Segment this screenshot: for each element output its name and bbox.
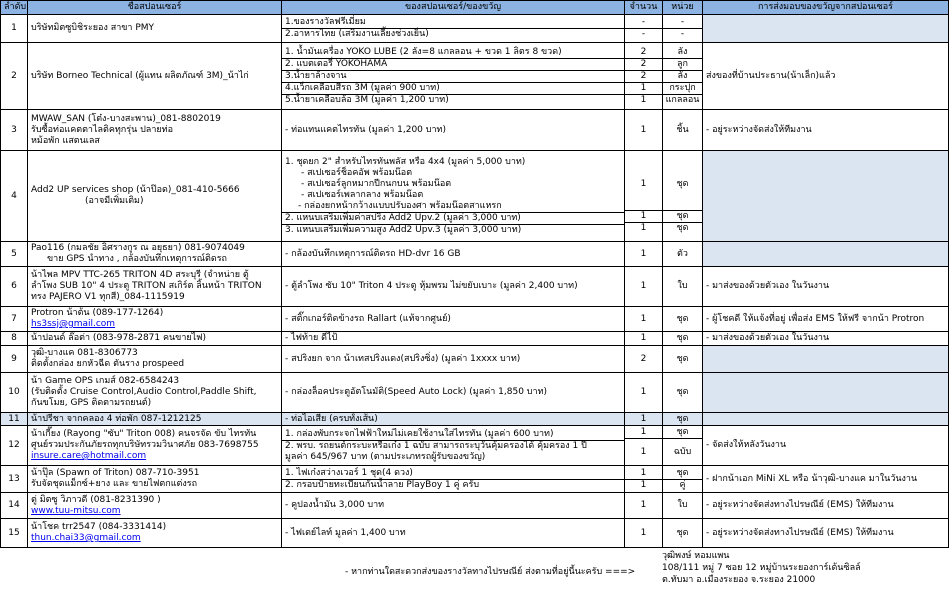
delivery-cell: - อยู่ระหว่างจัดส่งทางไปรษณีย์ (EMS) ให้ทีมงาน bbox=[703, 519, 949, 548]
row-index: 10 bbox=[1, 373, 28, 413]
email-link[interactable]: insure.care@hotmail.com bbox=[31, 451, 147, 461]
mailing-address bbox=[662, 550, 861, 586]
items-cell: 1.ของรางวัลฟรีเมี่ยม 2.อาหารไทย (เสริมงานเลี้ยงช่วงเย็น) bbox=[282, 15, 625, 43]
unit-cell: ใบ bbox=[663, 267, 703, 307]
footer bbox=[0, 550, 950, 598]
qty-cell: 1 bbox=[625, 519, 663, 548]
row-index: 11 bbox=[1, 413, 28, 426]
header-index: ลำดับ bbox=[1, 1, 28, 15]
unit-cell: - - bbox=[663, 15, 703, 43]
header-items: ของสปอนเซอร์/ของขวัญ bbox=[282, 1, 625, 15]
table-row bbox=[1, 15, 949, 43]
items-cell: - ท่อไอเสีย (ครบทั้งเส้น) bbox=[282, 413, 625, 426]
header-sponsor: ชื่อสปอนเซอร์ bbox=[28, 1, 282, 15]
items-cell: - กล่องล็อคประตูอัตโนมัติ(Speed Auto Lock) (มูลค่า 1,850 บาท) bbox=[282, 373, 625, 413]
delivery-cell bbox=[703, 373, 949, 413]
unit-cell: ลัง ลูก ลัง กระปุก แกลลอน bbox=[663, 43, 703, 110]
items-cell: 1. น้ำมันเครื่อง YOKO LUBE (2 ลัง=8 แกลลอน + ขวด 1 ลิตร 8 ขวด) 2. แบตเตอรี่ YOKOHAMA 3.น้ำยาล้างจาน 4.แว็กเคลือบสีรถ 3M (มูลค่า 900 บาท) 5.น้ำยาเคลือบล้อ 3M (มูลค่า 1,200 บาท) bbox=[282, 43, 625, 110]
sponsor-cell: บริษัท Borneo Technical (ผู้แทน ผลิตภัณฑ์ 3M)_น้าไก่ bbox=[28, 43, 282, 110]
items-cell: 1. กล่องพับกระจกไฟฟ้าใหม่ไม่เคยใช้งานใส่ไทรทัน (มูลค่า 600 บาท) 2. พรบ. รถยนต์กระบะหรือเก๋ง 1 ฉบับ สามารถระบุวันคุ้มครองได้ คุ้มครอง 1 ปี มูลค่า 645/967 บาท (ตามประเภทรถผู้รับของขวัญ) bbox=[282, 426, 625, 466]
qty-cell: - - bbox=[625, 15, 663, 43]
unit-cell: ตัว bbox=[663, 242, 703, 267]
delivery-cell: - ฝากน้าเอก MiNi XL หรือ น้าวุฒิ-บางแค มาในวันงาน bbox=[703, 466, 949, 493]
header-qty: จำนวน bbox=[625, 1, 663, 15]
qty-cell: 1 1 1 bbox=[625, 151, 663, 242]
qty-cell: 1 bbox=[625, 307, 663, 332]
unit-cell: ชุด bbox=[663, 519, 703, 548]
header-delivery: การส่งมอบของขวัญจากสปอนเซอร์ bbox=[703, 1, 949, 15]
sponsor-cell: น้าไพล MPV TTC-265 TRITON 4D สระบุรี (จำหน่าย ตู้ ลำโพง SUB 10" 4 ประตู TRITON สเกิร์ต ลิ้นหน้า TRITON ทรง PAJERO V1 ทุกสี)_084-1115919 bbox=[28, 267, 282, 307]
unit-cell: ใบ bbox=[663, 493, 703, 519]
unit-cell: ชุด bbox=[663, 373, 703, 413]
row-index: 2 bbox=[1, 43, 28, 110]
unit-cell: ชุด คู่ bbox=[663, 466, 703, 493]
unit-cell: ชุด ฉบับ bbox=[663, 426, 703, 466]
table-row bbox=[1, 493, 949, 519]
table-row bbox=[1, 519, 949, 548]
sponsor-cell: วุฒิ-บางแค 081-8306773 ติดตั้งกล่อง ยกหัวฉีด ตันราง prospeed bbox=[28, 346, 282, 373]
table-row bbox=[1, 242, 949, 267]
delivery-cell bbox=[703, 15, 949, 43]
items-cell: - คูปองน้ำมัน 3,000 บาท bbox=[282, 493, 625, 519]
delivery-cell: ส่งของที่บ้านประธาน(น้าเล็ก)แล้ว bbox=[703, 43, 949, 110]
address-line-2: ต.ทับมา อ.เมืองระยอง จ.ระยอง 21000 bbox=[662, 575, 816, 585]
table-row bbox=[1, 413, 949, 426]
unit-cell: ชุด bbox=[663, 413, 703, 426]
sponsor-cell: บริษัทมิตซูบิชิระยอง สาขา PMY bbox=[28, 15, 282, 43]
qty-cell: 1 bbox=[625, 332, 663, 346]
table-row bbox=[1, 43, 949, 110]
unit-cell: ชิ้น bbox=[663, 110, 703, 151]
row-index: 15 bbox=[1, 519, 28, 548]
qty-cell: 1 1 bbox=[625, 426, 663, 466]
row-index: 14 bbox=[1, 493, 28, 519]
email-link[interactable]: hs3ssj@gmail.com bbox=[31, 319, 116, 329]
items-cell: - ท่อแทนแคตไทรทัน (มูลค่า 1,200 บาท) bbox=[282, 110, 625, 151]
email-link[interactable]: thun.chai33@gmail.com bbox=[31, 533, 141, 543]
table-row bbox=[1, 373, 949, 413]
footer-note: - หากท่านใดสะดวกส่งของรางวัลทางไปรษณีย์ ส่งตามที่อยู่นี้นะครับ ===> bbox=[345, 567, 636, 577]
unit-cell: ชุด ชุด ชุด bbox=[663, 151, 703, 242]
delivery-cell: - อยู่ระหว่างจัดส่งให้ทีมงาน bbox=[703, 110, 949, 151]
qty-cell: 1 bbox=[625, 413, 663, 426]
items-cell: - กล้องบันทึกเหตุการณ์ติดรถ HD-dvr 16 GB bbox=[282, 242, 625, 267]
table-row bbox=[1, 466, 949, 493]
row-index: 3 bbox=[1, 110, 28, 151]
qty-cell: 2 2 2 1 1 bbox=[625, 43, 663, 110]
unit-cell: ชุด bbox=[663, 332, 703, 346]
row-index: 9 bbox=[1, 346, 28, 373]
delivery-cell: - จัดส่งให้หลังวันงาน bbox=[703, 426, 949, 466]
sponsor-cell: MWAW_SAN (โต๋ง-บางสะพาน)_081-8802019 รับซื้อท่อแคตตาไลติคทุกรุ่น ปลายท่อ หม้อพัก แสตนเลส bbox=[28, 110, 282, 151]
table-row bbox=[1, 307, 949, 332]
items-cell: - สติ๊กเกอร์ติดข้างรถ Rallart (แท้จากศูนย์) bbox=[282, 307, 625, 332]
sponsor-cell: Protron น้าต้น (089-177-1264) hs3ssj@gmail.com bbox=[28, 307, 282, 332]
table-row bbox=[1, 267, 949, 307]
delivery-cell: - ผู้โชคดี ให้แจ้งที่อยู่ เพื่อส่ง EMS ให้ฟรี จากน้า Protron bbox=[703, 307, 949, 332]
qty-cell: 1 bbox=[625, 242, 663, 267]
table-row bbox=[1, 151, 949, 242]
sponsor-cell: น้าปุ๊ล (Spawn of Triton) 087-710-3951 รับจัดชุดแม็กซ์+ยาง และ ขายไฟตกแต่งรถ bbox=[28, 466, 282, 493]
table-row bbox=[1, 332, 949, 346]
row-index: 7 bbox=[1, 307, 28, 332]
sponsor-cell: น้า Game OPS เกมส์ 082-6584243 (รับติดตั้ง Cruise Control,Audio Control,Paddle Shift, กันขโมย, GPS ติดตามรถยนต์) bbox=[28, 373, 282, 413]
sponsor-cell: Add2 UP services shop (น้าป๊อด)_081-410-5666 (อาจมีเพิ่มเติม) bbox=[28, 151, 282, 242]
sponsor-cell: ตู่ มิตซู วิภาวดี (081-8231390 ) www.tuu-mitsu.com bbox=[28, 493, 282, 519]
qty-cell: 1 bbox=[625, 110, 663, 151]
qty-cell: 2 bbox=[625, 346, 663, 373]
delivery-cell bbox=[703, 346, 949, 373]
address-line-1: 108/111 หมู่ 7 ซอย 12 หมู่บ้านระยองการ์เด้นซิลล์ bbox=[662, 563, 861, 573]
items-cell: 1. ชุดยก 2" สำหรับไทรทันพลัส หรือ 4x4 (มูลค่า 5,000 บาท) - สเปเซอร์ช็อคอัพ พร้อมน๊อต - สเปเซอร์ลูกหมากปีกนกบน พร้อมน๊อต - สเปเซอร์เพลากลาง พร้อมน๊อต - กล่องยกหน้ากว้างแบบปรับองศา พร้อมน๊อตสาแหรก 2. แหนบเสริมเพิ่มค่าสปริง Add2 Upv.2 (มูลค่า 3,000 บาท) 3. แหนบเสริมเพิ่มความสูง Add2 Upv.3 (มูลค่า 3,000 บาท) bbox=[282, 151, 625, 242]
address-name: วุฒิพงษ์ หอมแพน bbox=[662, 551, 730, 561]
qty-cell: 1 bbox=[625, 373, 663, 413]
row-index: 4 bbox=[1, 151, 28, 242]
header-unit: หน่วย bbox=[663, 1, 703, 15]
items-cell: - ไฟเดย์ไลท์ มูลค่า 1,400 บาท bbox=[282, 519, 625, 548]
row-index: 12 bbox=[1, 426, 28, 466]
sponsor-cell: น้าเกี๊ยง (Rayong "ซับ" Triton 008) คนจรจัด ขับ ไทรทัน ศูนย์รวมประกันภัยรถทุกบริษัทรวมวินาศภัย 083-7698755 insure.care@hotmail.com bbox=[28, 426, 282, 466]
qty-cell: 1 bbox=[625, 267, 663, 307]
sponsor-cell: Pao116 (กมลชัย อิศรางกูร ณ อยุธยา) 081-9074049 ขาย GPS นำทาง , กล้องบันทึกเหตุการณ์ติดรถ bbox=[28, 242, 282, 267]
header-row bbox=[1, 1, 949, 15]
unit-cell: ชุด bbox=[663, 346, 703, 373]
delivery-cell: - มาส่งของด้วยตัวเอง ในวันงาน bbox=[703, 332, 949, 346]
items-cell: - ไฟท้าย ดีไป้ bbox=[282, 332, 625, 346]
delivery-cell bbox=[703, 413, 949, 426]
delivery-cell: - มาส่งของด้วยตัวเอง ในวันงาน bbox=[703, 267, 949, 307]
table-row bbox=[1, 110, 949, 151]
sponsor-cell: น้าปอนด์ ล๊อต่า (083-978-2871 คนขายไฟ) bbox=[28, 332, 282, 346]
items-cell: - สปริงยก จาก น้าเทสปริงแดง(สปริงซิ่ง) (มูลค่า 1xxxx บาท) bbox=[282, 346, 625, 373]
delivery-cell bbox=[703, 242, 949, 267]
row-index: 6 bbox=[1, 267, 28, 307]
delivery-cell: - อยู่ระหว่างจัดส่งทางไปรษณีย์ (EMS) ให้ทีมงาน bbox=[703, 493, 949, 519]
sponsor-cell: น้าปรีชา จากคลอง 4 ท่อพัก 087-1212125 bbox=[28, 413, 282, 426]
row-index: 1 bbox=[1, 15, 28, 43]
table-row bbox=[1, 346, 949, 373]
unit-cell: ชุด bbox=[663, 307, 703, 332]
qty-cell: 1 bbox=[625, 493, 663, 519]
items-cell: - ตู้ลำโพง ซับ 10" Triton 4 ประตู หุ้มพรม ไม่ขยับเบาะ (มูลค่า 2,400 บาท) bbox=[282, 267, 625, 307]
row-index: 5 bbox=[1, 242, 28, 267]
sponsor-cell: น้าโชค trr2547 (084-3331414) thun.chai33@gmail.com bbox=[28, 519, 282, 548]
delivery-cell bbox=[703, 151, 949, 242]
qty-cell: 1 1 bbox=[625, 466, 663, 493]
row-index: 8 bbox=[1, 332, 28, 346]
row-index: 13 bbox=[1, 466, 28, 493]
table-row bbox=[1, 426, 949, 466]
website-link[interactable]: www.tuu-mitsu.com bbox=[31, 505, 121, 516]
items-cell: 1. ไฟเก๋งสว่างเวอร์ 1 ชุด(4 ดวง) 2. กรอบป้ายทะเบียนกันน้ำลาย PlayBoy 1 คู่ ครับ bbox=[282, 466, 625, 493]
